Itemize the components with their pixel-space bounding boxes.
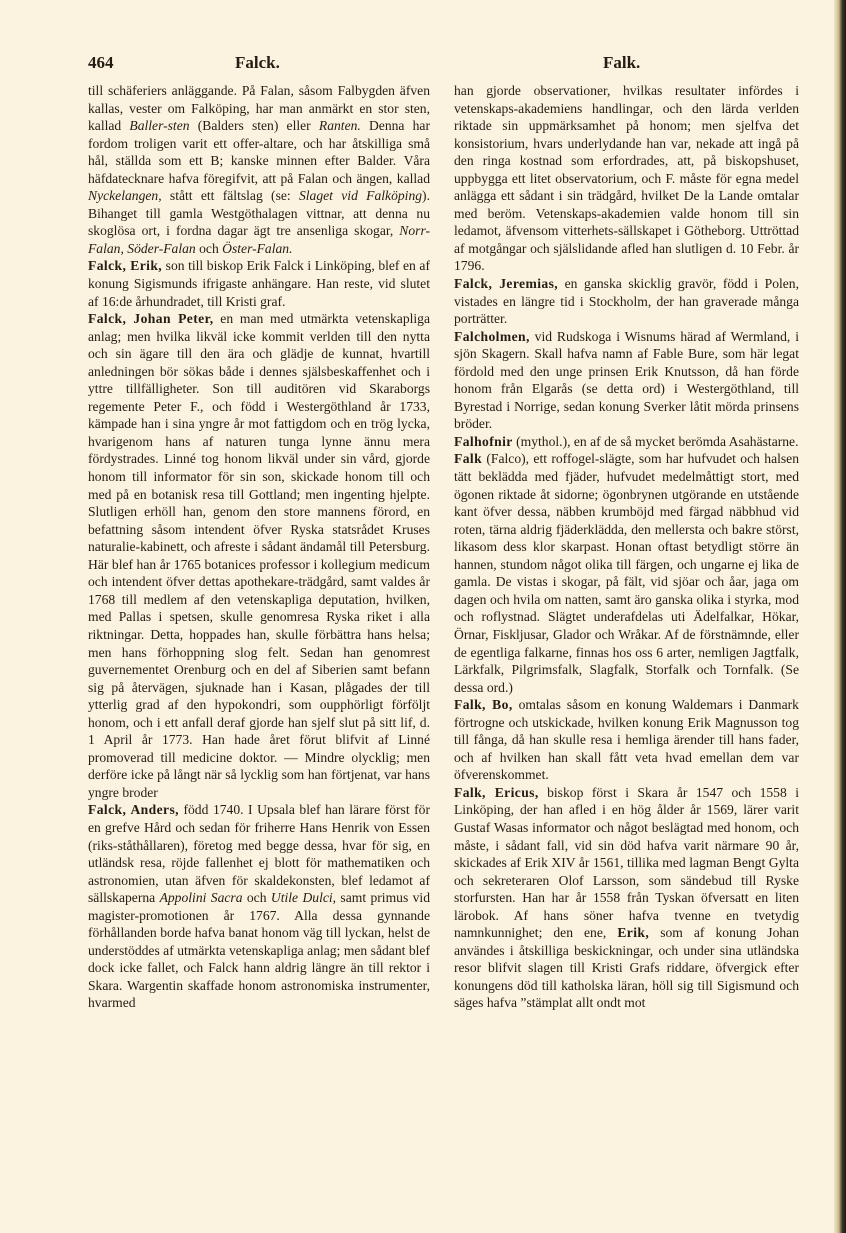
left-column: [88, 82, 430, 1222]
running-head-left: Falck.: [235, 53, 280, 72]
entry-falan-continued: till schäferiers anläggande. På Falan, såsom Falbygden äfven kallas, vester om Falköping, har man anmärkt en stor sten, kallad Baller-sten (Balders sten) eller Ranten. Denna har fordom troligen varit ett offer-altare, och har åtskilliga små hål, ställda som ett B; kanske minnen efter Balder. Våra häfdatecknare hafva föregifvit, att på Falan och ängen, kallad Nyckelangen, stått ett fältslag (se: Slaget vid Falköping). Bihanget till gamla Westgöthalagen vittnar, att denna nu skoglösa ort, i fordna dagar ägt tre ansenliga skogar, Norr-Falan, Söder-Falan och Öster-Falan.: [88, 83, 430, 256]
entry-falck-anders-continued: han gjorde observationer, hvilkas resultater infördes i vetenskaps-akademiens handlingar, och den lärda verlden riktade sin uppmärksamhet på honom; men sjelfva det konsistorium, hvars underlydande han var, nekade att ingå på den ringa kostnad som erfordrades, att, på biskopshuset, uppbygga ett litet observatorium, och F. måste för egna medel anlägga ett sådant i sin trädgård, hvilket De la Lande omtalar med beröm. Vetenskaps-akademien valde honom till sin ledamot, äfvensom vitterhets-sällskapet i Götheborg. Uttröttad af motgångar och själslidande afled han slutligen d. 10 Febr. år 1796.: [454, 83, 799, 274]
entry-headword: Falck, Erik,: [88, 258, 163, 274]
entry-headword: Falck, Anders,: [88, 802, 179, 818]
entry-falck-erik: Falck, Erik, son till biskop Erik Falck i Linköping, blef en af konung Sigismunds ifrigaste anhängare. Han reste, vid slutet af 16:de århundradet, till Kristi graf.: [88, 258, 430, 309]
running-head-right: Falk.: [603, 53, 641, 72]
page-number: 464: [88, 53, 114, 72]
book-edge: [834, 0, 846, 1233]
entry-headword: Falk, Bo,: [454, 697, 513, 713]
right-column: [454, 82, 799, 1222]
entry-falcholmen: Falcholmen, vid Rudskoga i Wisnums härad af Wermland, i sjön Skagern. Skall hafva namn af Fable Bure, som här legat fördold med den unge prinsen Erik Knutsson, då han förde honom från Elgarås (se detta ord) i Westergöthland, till Byrestad i Norrige, sedan konung Sverker låtit mörda prinsens bröder.: [454, 328, 799, 432]
entry-subheadword: Erik,: [617, 925, 650, 941]
entry-falck-johan-peter: Falck, Johan Peter, en man med utmärkta vetenskapliga anlag; men hvilka likväl icke kommit verlden till den nytta och sin ägare till den ära och glädje de kunnat, hvartill anledningen bör sökas både i dennes själsbeskaffenhet och i yttre tillfälligheter. Son till auditören vid Skaraborgs regemente Peter F., och född i Westergöthland år 1733, kämpade han i sina yngre år mot fattigdom och en trög lycka, hvarigenom hans af naturen tunga lynne ännu mera fördystrades. Linné tog honom likväl under sin vård, gjorde honom till informator för sin son, skickade honom till och med på en botanisk resa till Gottland; men ingenting hjelpte. Slutligen erhöll han, genom den store mannens förord, en befattning såsom intendent öfver Ryska statsrådet Kruses naturalie-kabinett, och afreste i sådant ändamål till Petersburg. Här blef han år 1765 botanices professor i kollegium medicum och intendent öfver dettas apothekare-trädgård, samt valdes år 1768 till medlem af den vetenskapliga deputation, hvilken, med Pallas i spetsen, skulle genomresa Ryska riket i alla riktningar. Detta, hoppades han, skulle förbättra hans helsa; men hans förhoppning slog felt. Sedan han genomrest guvernementet Orenburg och en del af Siberien samt befann sig på återvägen, sjuknade han i Kasan, plågades der till ytterlig grad af den hypokondri, som oupphörligt förföljt honom, och i ett anfall deraf gjorde han sjelf slut på sitt lif, d. 1 April år 1773. Han hade året förut blifvit af Linné promoverad till medicine doktor. — Mindre olycklig; men derföre icke på långt när så lycklig som han förtjenat, var hans yngre broder: [88, 311, 430, 800]
entry-falck-anders: Falck, Anders, född 1740. I Upsala blef han lärare först för en grefve Hård och sedan för friherre Hans Henrik von Essen (riks-ståthållaren), företog med begge dessa, hvar för sig, en utländsk resa, röjde fallenhet ej blott för mathematiken och astronomien, utan äfven för skaldekonsten, blef ledamot af sällskaperna Appolini Sacra och Utile Dulci, samt primus vid magister-promotionen år 1767. Alla dessa gynnande förhållanden borde hafva banat honom väg till lyckan, helst de understöddes af utmärkta vetenskapliga anlag; men sådant blef dock icke fallet, och Falck hann aldrig längre än till rektor i Skara. Wargentin skaffade honom astronomiska instrumenter, hvarmed: [88, 802, 430, 1011]
entry-falck-jeremias: Falck, Jeremias, en ganska skicklig gravör, född i Polen, vistades en längre tid i Stockholm, der han graverade många porträtter.: [454, 276, 799, 327]
entry-headword: Falcholmen,: [454, 328, 530, 344]
entry-headword: Falhofnir: [454, 433, 513, 449]
entry-falk: Falk (Falco), ett roffogel-slägte, som har hufvudet och halsen tätt beklädda med fjäder, hufvudet medelmåttigt stort, med ögonen riktade åt sidorne; ögonbrynen utgörande en utstående kant öfver dessa, näbben krumböjd med färgad näbbhud vid roten, tärna aldrig fjäderklädda, den mellersta och bakre störst, likasom dess klor skarpast. Honan oftast betydligt större än hannen, stundom något olika till färgen, och ungarne ej lika de gamla. De vistas i skogar, på fält, vid sjöar och åar, jaga om dagen och hvila om natten, samt äro ganska olika i styrka, mod och roflystnad. Slägtet underafdelas uti Ädelfalkar, Hökar, Örnar, Fiskljusar, Glador och Wråkar. Af de förstnämnde, eller de egentliga falkarne, finnas hos oss 6 arter, nemligen Jagtfalk, Lärkfalk, Pilgrimsfalk, Slagfalk, Storfalk och Tornfalk. (Se dessa ord.): [454, 451, 799, 695]
entry-falk-bo: Falk, Bo, omtalas såsom en konung Waldemars i Danmark förtrogne och utskickade, hvilken konung Erik Magnusson tog till fånga, då han skulle resa i hemliga ärender till hans fader, och af hvilken han skall fått veta hvad emellan dem var öfverenskommet.: [454, 697, 799, 783]
page-header: [88, 53, 828, 75]
entry-headword: Falck, Johan Peter,: [88, 311, 214, 327]
entry-falhofnir: Falhofnir (mythol.), en af de så mycket berömda Asahästarne.: [454, 433, 799, 449]
entry-headword: Falk: [454, 451, 483, 467]
entry-falk-ericus: Falk, Ericus, biskop först i Skara år 1547 och 1558 i Linköping, der han afled i en hög ålder år 1569, lärer varit Gustaf Wasas informator och något beslägtad med honom, och måste, i sådant fall, vid sin död hafva varit närmare 90 år, skickades af Erik XIV år 1561, tillika med lagman Bengt Gylta och sekreteraren Olof Larsson, som sändebud till Ryske storfursten. Han har år 1558 från Tyskan öfversatt en liten lärobok. Af hans söner hafva tvenne en tvetydig namnkunnighet; den ene, Erik, som af konung Johan användes i åtskilliga beskickningar, och under sina utländska resor blifvit slagen till Kristi Grafs riddare, öfvergick efter konungens död till katholska läran, höll sig till Sigismund och säges hafva ”stämplat allt ondt mot: [454, 784, 799, 1011]
entry-headword: Falck, Jeremias,: [454, 276, 559, 292]
entry-headword: Falk, Ericus,: [454, 784, 539, 800]
